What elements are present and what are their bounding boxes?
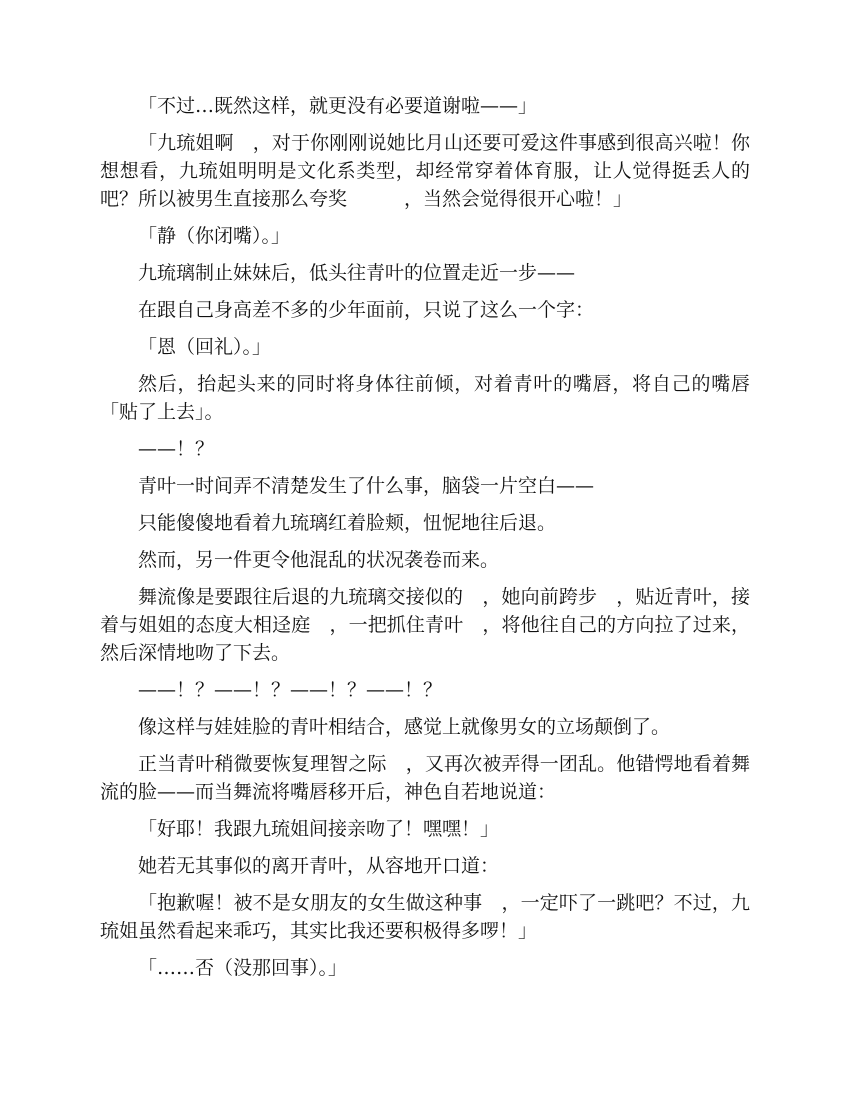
paragraph: 她若无其事似的离开青叶，从容地开口道：: [138, 855, 500, 877]
paragraph: ——！？: [138, 438, 215, 460]
paragraph: 「恩（回礼）。」: [138, 336, 272, 358]
paragraph: ——！？——！？——！？——！？: [138, 679, 443, 701]
paragraph: 正当青叶稍微要恢复理智之际 ，又再次被弄得一团乱。他错愕地看着舞流的脸——而当舞流将嘴唇移开后，神色自若地说道：: [100, 753, 750, 803]
paragraph: 像这样与娃娃脸的青叶相结合，感觉上就像男女的立场颠倒了。: [138, 716, 671, 738]
paragraph: 然后，抬起头来的同时将身体往前倾，对着青叶的嘴唇，将自己的嘴唇「贴了上去」。: [100, 373, 750, 423]
paragraph: 舞流像是要跟往后退的九琉璃交接似的 ，她向前跨步 ，贴近青叶，接着与姐姐的态度大相迳庭 ，一把抓住青叶 ，将他往自己的方向拉了过来，然后深情地吻了下去。: [100, 586, 750, 664]
paragraph: 青叶一时间弄不清楚发生了什么事，脑袋一片空白——: [138, 475, 595, 497]
paragraph: 「不过…既然这样，就更没有必要道谢啦——」: [138, 95, 538, 117]
paragraph: 只能傻傻地看着九琉璃红着脸颊，忸怩地往后退。: [138, 512, 557, 534]
paragraph: 在跟自己身高差不多的少年面前，只说了这么一个字：: [138, 299, 595, 321]
paragraph: 「好耶！我跟九琉姐间接亲吻了！嘿嘿！」: [138, 818, 500, 840]
paragraph: 九琉璃制止妹妹后，低头往青叶的位置走近一步——: [138, 262, 576, 284]
paragraph: 「静（你闭嘴）。」: [138, 225, 291, 247]
paragraph: 「……否（没那回事）。」: [138, 957, 348, 979]
document-page: [100, 92, 750, 991]
paragraph: 「抱歉喔！被不是女朋友的女生做这种事 ，一定吓了一跳吧？不过，九琉姐虽然看起来乖巧，其实比我还要积极得多啰！」: [100, 892, 750, 942]
paragraph: 「九琉姐啊 ，对于你刚刚说她比月山还要可爱这件事感到很高兴啦！你想想看，九琉姐明明是文化系类型，却经常穿着体育服，让人觉得挺丢人的吧？所以被男生直接那么夸奖 ，当然会觉得很开心啦！」: [100, 132, 750, 210]
paragraph: 然而，另一件更令他混乱的状况袭卷而来。: [138, 549, 500, 571]
